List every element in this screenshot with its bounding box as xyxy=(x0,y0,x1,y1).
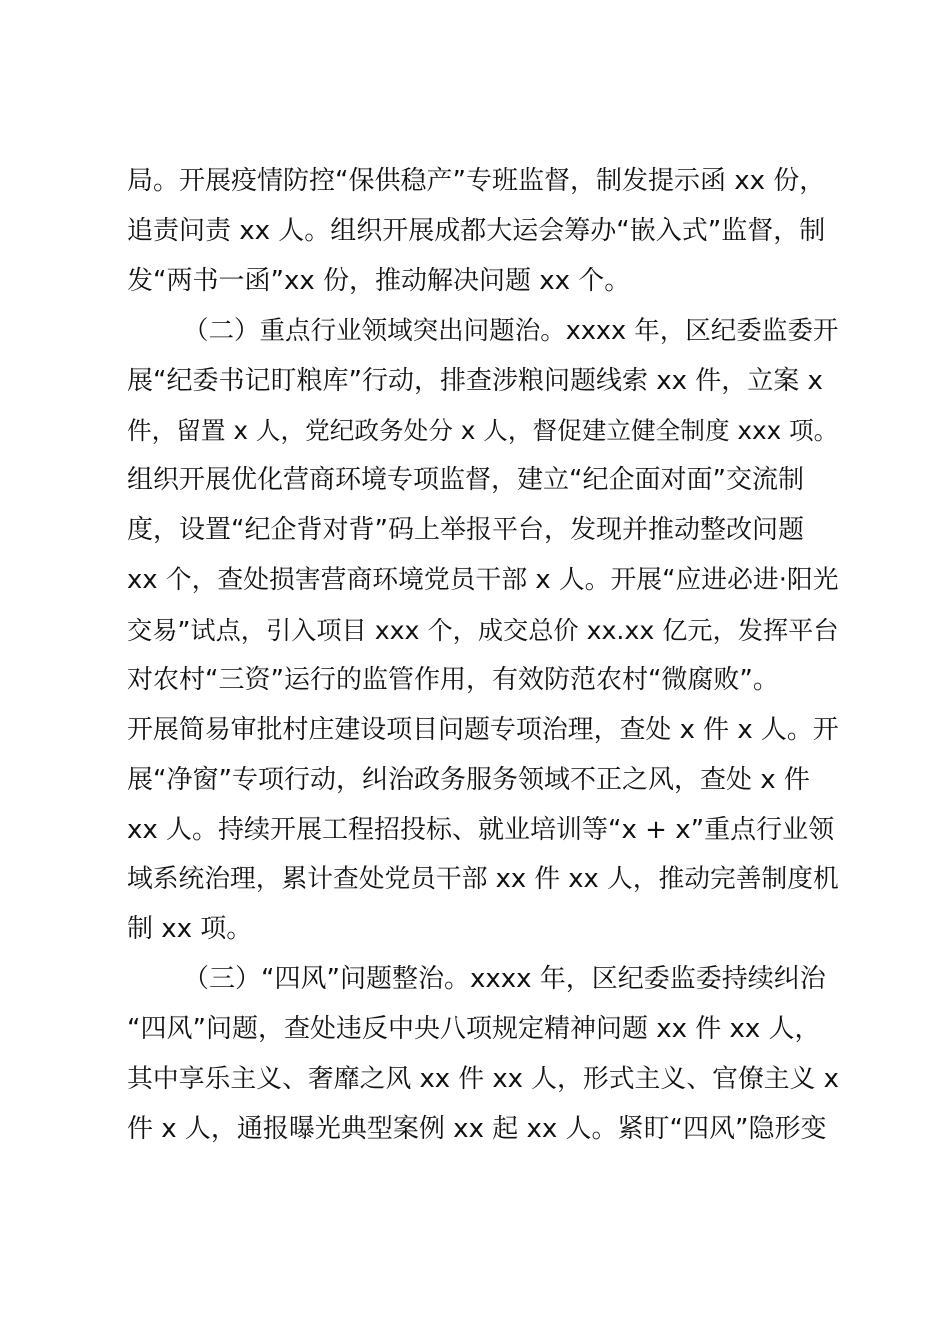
body-text xyxy=(127,157,839,1155)
text-line: 展“纪委书记盯粮库”行动，排查涉粮问题线索 xx 件，立案 x xyxy=(127,365,823,396)
text-line: “四风”问题，查处违反中央八项规定精神问题 xx 件 xx 人， xyxy=(127,1014,821,1045)
text-line: 域系统治理，累计查处党员干部 xx 件 xx 人，推动完善制度机 xyxy=(127,864,839,895)
text-line: 其中享乐主义、奢靡之风 xx 件 xx 人，形式主义、官僚主义 x xyxy=(127,1064,839,1095)
text-line: 开展简易审批村庄建设项目问题专项治理，查处 x 件 x 人。开 xyxy=(127,714,839,745)
text-line: xx 个，查处损害营商环境党员干部 x 人。开展“应进必进·阳光 xyxy=(127,565,839,596)
section-heading-2: （二）重点行业领域突出问题治。xxxx 年，区纪委监委开 xyxy=(183,315,839,346)
text-line: 对农村“三资”运行的监管作用，有效防范农村“微腐败”。 xyxy=(127,664,779,695)
text-line: 组织开展优化营商环境专项监督，建立“纪企面对面”交流制 xyxy=(127,465,804,496)
text-line: 展“净窗”专项行动，纠治政务服务领域不正之风，查处 x 件 xyxy=(127,764,810,795)
text-line: 发“两书一函”xx 份，推动解决问题 xx 个。 xyxy=(127,265,631,296)
text-line: 交易”试点，引入项目 xxx 个，成交总价 xx.xx 亿元，发挥平台 xyxy=(127,616,839,646)
text-line: 追责问责 xx 人。组织开展成都大运会筹办“嵌入式”监督，制 xyxy=(127,215,826,246)
text-line: 局。开展疫情防控“保供稳产”专班监督，制发提示函 xx 份， xyxy=(127,166,826,196)
text-line: 制 xx 项。 xyxy=(127,914,253,945)
text-line: 件 x 人，通报曝光典型案例 xx 起 xx 人。紧盯“四风”隐形变 xyxy=(127,1113,827,1144)
text-line: xx 人。持续开展工程招投标、就业培训等“x + x”重点行业领 xyxy=(127,814,835,845)
text-line: 件，留置 x 人，党纪政务处分 x 人，督促建立健全制度 xxx 项。 xyxy=(127,416,839,446)
text-line: 度，设置“纪企背对背”码上举报平台，发现并推动整改问题 xyxy=(127,515,804,546)
section-heading-3: （三）“四风”问题整治。xxxx 年，区纪委监委持续纠治 xyxy=(183,964,826,995)
